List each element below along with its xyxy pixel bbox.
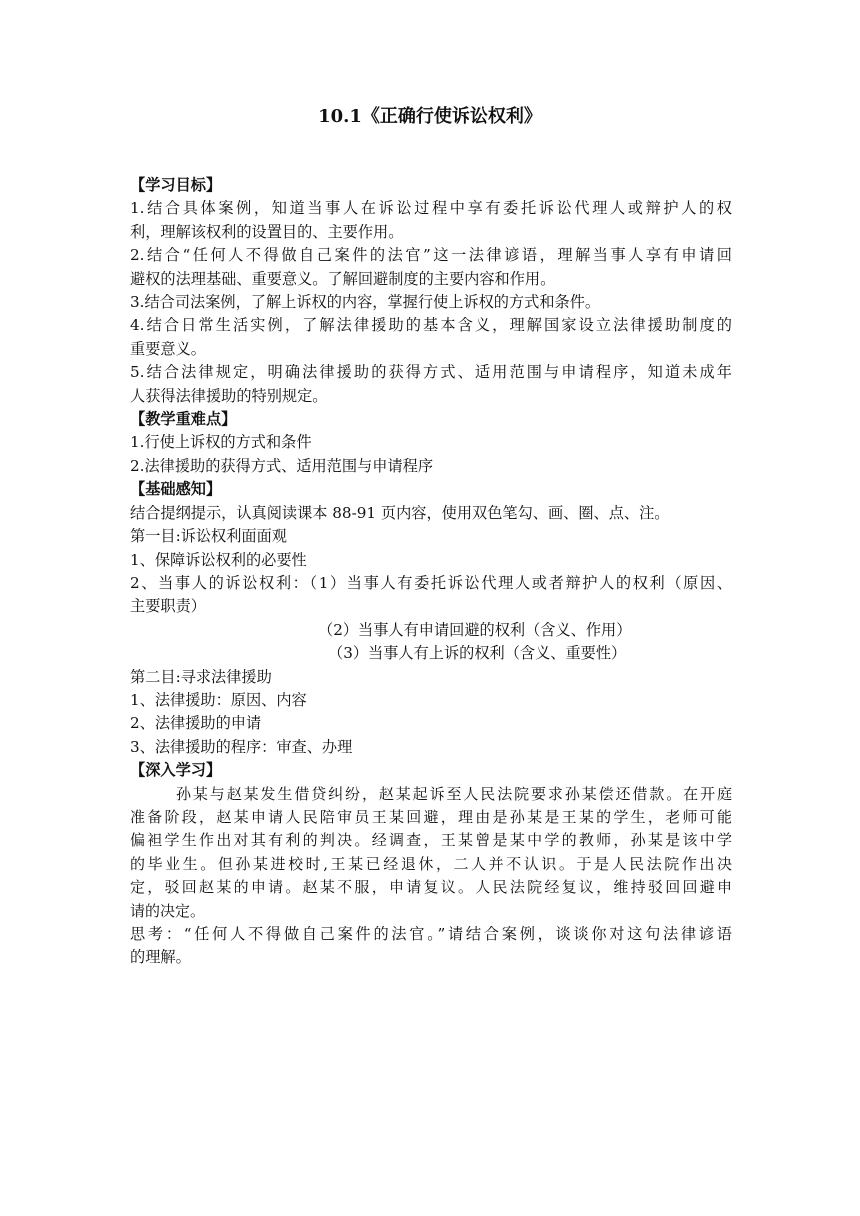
objective-line: 1.结合具体案例，知道当事人在诉讼过程中享有委托诉讼代理人或辩护人的权 xyxy=(130,199,732,218)
section2-item: 1、法律援助：原因、内容 xyxy=(130,690,307,709)
objectives-heading: 【学习目标】 xyxy=(130,176,222,194)
section1-item: 主要职责） xyxy=(130,597,206,616)
section2-title: 第二目:寻求法律援助 xyxy=(130,667,272,686)
objective-line: 人获得法律援助的特别规定。 xyxy=(130,386,328,405)
case-paragraph xyxy=(130,783,732,923)
objective-line: 2.结合“任何人不得做自己案件的法官”这一法律谚语，理解当事人享有申请回 xyxy=(130,246,732,265)
objective-line: 5.结合法律规定，明确法律援助的获得方式、适用范围与申请程序，知道未成年 xyxy=(130,363,732,382)
question-line: 思考：“任何人不得做自己案件的法官。”请结合案例，谈谈你对这句法律谚语 xyxy=(130,925,732,943)
case-line: 定，驳回赵某的申请。赵某不服，申请复议。人民法院经复议，维持驳回回避申 xyxy=(130,878,732,897)
section2-item: 2、法律援助的申请 xyxy=(130,714,262,733)
section1-title: 第一目:诉讼权利面面观 xyxy=(130,527,287,546)
document-body xyxy=(130,174,732,970)
key-point-line: 1.行使上诉权的方式和条件 xyxy=(130,433,312,452)
page-title: 10.1《正确行使诉讼权利》 xyxy=(318,106,542,127)
key-points-heading: 【教学重难点】 xyxy=(130,410,237,429)
case-line: 偏袒学生作出对其有利的判决。经调查，王某曾是某中学的教师，孙某是该中学 xyxy=(130,831,732,850)
key-point-line: 2.法律援助的获得方式、适用范围与申请程序 xyxy=(130,456,434,475)
section1-item: 2、当事人的诉讼权利：（1）当事人有委托诉讼代理人或者辩护人的权利（原因、 xyxy=(130,573,732,592)
basics-intro: 结合提纲提示，认真阅读课本 88-91 页内容，使用双色笔勾、画、圈、点、注。 xyxy=(130,503,670,522)
objective-line: 利，理解该权利的设置目的、主要作用。 xyxy=(130,222,404,241)
objective-line: 3.结合司法案例，了解上诉权的内容，掌握行使上诉权的方式和条件。 xyxy=(130,293,601,312)
section1-subitem: （3）当事人有上诉的权利（含义、重要性） xyxy=(328,644,627,663)
deep-study-heading: 【深入学习】 xyxy=(130,761,222,780)
case-line: 的毕业生。但孙某进校时,王某已经退休，二人并不认识。于是人民法院作出决 xyxy=(130,854,732,873)
objective-line: 避权的法理基础、重要意义。了解回避制度的主要内容和作用。 xyxy=(130,269,556,288)
case-line: 请的决定。 xyxy=(130,901,206,920)
section1-subitem: （2）当事人有申请回避的权利（含义、作用） xyxy=(318,620,632,639)
case-line: 孙某与赵某发生借贷纠纷，赵某起诉至人民法院要求孙某偿还借款。在开庭 xyxy=(176,784,732,803)
section1-item: 1、保障诉讼权利的必要性 xyxy=(130,550,307,569)
basics-heading: 【基础感知】 xyxy=(130,480,222,499)
case-line: 准备阶段，赵某申请人民陪审员王某回避，理由是孙某是王某的学生，老师可能 xyxy=(130,807,732,826)
section2-item: 3、法律援助的程序：审查、办理 xyxy=(130,737,353,756)
objective-line: 4.结合日常生活实例，了解法律援助的基本含义，理解国家设立法律援助制度的 xyxy=(130,316,732,335)
question-line: 的理解。 xyxy=(130,948,191,967)
objective-line: 重要意义。 xyxy=(130,339,206,358)
